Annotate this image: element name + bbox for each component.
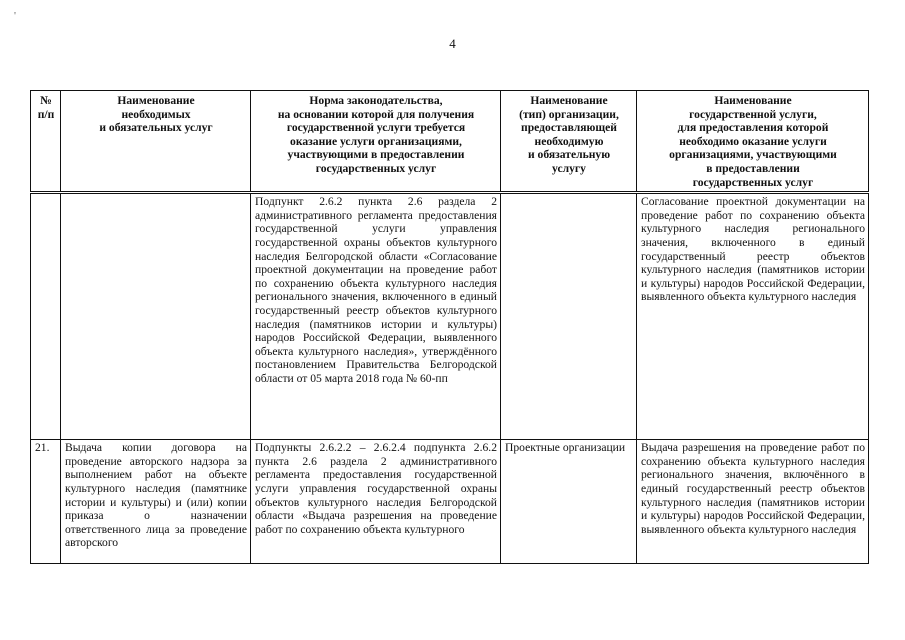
row-legal-norm-cell: Подпункт 2.6.2 пункта 2.6 раздела 2 административного регламента предоставления государственной услуги управления государственной охраны объектов культурного наследия Белгородской области «Согласование проектной документации на проведение работ по сохранению объекта культурного наследия регионального значения, включенного в единый государственный реестр объектов культурного наследия (памятников истории и культуры) народов Российской Федерации, выявленного объекта культурного наследия», утверждённого постановлением Правительства Белгородской области от 05 марта 2018 года № 60-пп xyxy=(251,193,501,440)
header-organization-type: Наименование (тип) организации, предоставляющей необходимую и обязательную услугу xyxy=(501,91,637,193)
row-state-service-cell: Выдача разрешения на проведение работ по сохранению объекта культурного наследия регионального значения, включённого в единый государственный реестр объектов культурного наследия (памятников истории и культуры) народов Российской Федерации, выявленного объекта культурного наследия xyxy=(637,440,869,564)
row-organization-cell: Проектные организации xyxy=(501,440,637,564)
header-number: № п/п xyxy=(31,91,61,193)
row-legal-norm-cell: Подпункты 2.6.2.2 – 2.6.2.4 подпункта 2.6.2 пункта 2.6 раздела 2 административного регламента предоставления государственной услуги управления государственной охраны объектов культурного наследия Белгородской области «Выдача разрешения на проведение работ по сохранению объекта культурного xyxy=(251,440,501,564)
header-state-service: Наименование государственной услуги, для предоставления которой необходимо оказание услуги организациями, участвующими в предоставлении государственных услуг xyxy=(637,91,869,193)
row-state-service-cell: Согласование проектной документации на проведение работ по сохранению объекта культурного наследия регионального значения, включенного в единый государственный реестр объектов культурного наследия (памятников истории и культуры) народов Российской Федерации, выявленного объекта культурного наследия xyxy=(637,193,869,440)
table-header-row xyxy=(31,91,869,193)
table-row xyxy=(31,440,869,564)
header-legal-norm: Норма законодательства, на основании которой для получения государственной услуги требуется оказание услуги организациями, участвующими в предоставлении государственных услуг xyxy=(251,91,501,193)
header-required-services: Наименование необходимых и обязательных услуг xyxy=(61,91,251,193)
row-organization-cell xyxy=(501,193,637,440)
table-row xyxy=(31,193,869,440)
services-table xyxy=(30,90,869,564)
row-service-name-cell: Выдача копии договора на проведение авторского надзора за выполнением работ на объекте культурного наследия (памятнике истории и культуры) и (или) копии приказа о назначении ответственного лица за проведение авторского xyxy=(61,440,251,564)
page-number: 4 xyxy=(449,36,456,51)
row-number-cell xyxy=(31,193,61,440)
corner-mark: ' xyxy=(14,10,16,22)
row-service-name-cell xyxy=(61,193,251,440)
row-number-cell: 21. xyxy=(31,440,61,564)
